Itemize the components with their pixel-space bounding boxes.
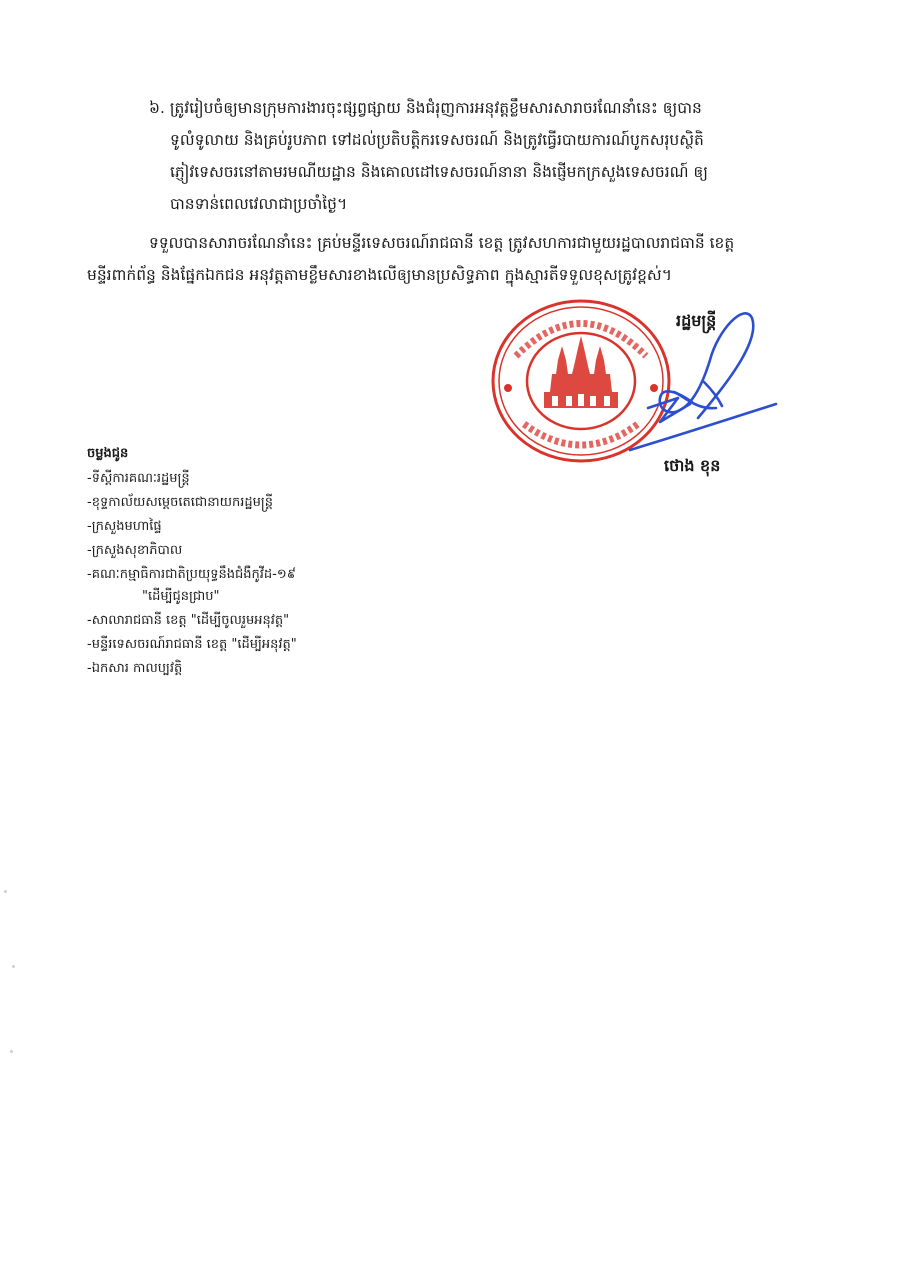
paragraph-6-line-2: ទូលំទូលាយ និងគ្រប់រូបភាព ទៅដល់ប្រតិបត្តិករទេសចរណ៍ និងត្រូវធ្វើរបាយការណ៍បូកសរុបស្ថិតិ xyxy=(170,131,704,149)
cc-item: -ឯកសារ កាលប្បវត្តិ xyxy=(87,661,183,676)
closing-line-1: ទទួលបានសារាចរណែនាំនេះ គ្រប់មន្ទីរទេសចរណ៍រាជធានី ខេត្ត ត្រូវសហការជាមួយរដ្ឋបាលរាជធានី ខេត្ត xyxy=(149,234,735,252)
signatory-title: រដ្ឋមន្ត្រី xyxy=(676,311,717,330)
signatory-name: ថោង ខុន xyxy=(664,456,721,475)
scan-speck xyxy=(12,965,15,968)
cc-item: -ក្រសួងមហាផ្ទៃ xyxy=(87,519,162,534)
cc-item: -មន្ទីរទេសចរណ៍រាជធានី ខេត្ត "ដើម្បីអនុវត្ត" xyxy=(87,637,297,652)
cc-item: -ក្រសួងសុខាភិបាល xyxy=(87,543,183,558)
scan-speck xyxy=(10,1050,13,1053)
closing-line-2: មន្ទីរពាក់ព័ន្ធ និងផ្នែកឯកជន អនុវត្តតាមខ្លឹមសារខាងលើឲ្យមានប្រសិទ្ធភាព ក្នុងស្មារតីទទួលខុសត្រូវខ្ពស់។ xyxy=(87,266,672,284)
cc-item-note: "ដើម្បីជូនជ្រាប" xyxy=(142,589,220,604)
cc-item: -ខុទ្ទកាល័យសម្តេចតេជោនាយករដ្ឋមន្ត្រី xyxy=(87,495,273,510)
paragraph-6-line-3: ភ្ញៀវទេសចរនៅតាមរមណីយដ្ឋាន និងគោលដៅទេសចរណ៍នានា និងផ្ញើមកក្រសួងទេសចរណ៍ ឲ្យ xyxy=(170,163,708,181)
cc-heading: ចម្លងជូន xyxy=(87,446,129,461)
scan-speck xyxy=(4,890,7,893)
cc-item: -សាលារាជធានី ខេត្ត "ដើម្បីចូលរួមអនុវត្ត" xyxy=(87,613,290,628)
paragraph-6-line-4: បានទាន់ពេលវេលាជាប្រចាំថ្ងៃ។ xyxy=(170,195,348,213)
paragraph-6-line-1: ៦. ត្រូវរៀបចំឲ្យមានក្រុមការងារចុះផ្សព្វផ្សាយ និងជំរុញការអនុវត្តខ្លឹមសារសារាចរណែនាំនេះ ឲ្យបាន xyxy=(149,99,702,117)
cc-item: -ទីស្តីការគណៈរដ្ឋមន្ត្រី xyxy=(87,471,190,486)
cc-item: -គណៈកម្មាធិការជាតិប្រយុទ្ធនឹងជំងឺកូវីដ-១៩ xyxy=(87,567,296,582)
